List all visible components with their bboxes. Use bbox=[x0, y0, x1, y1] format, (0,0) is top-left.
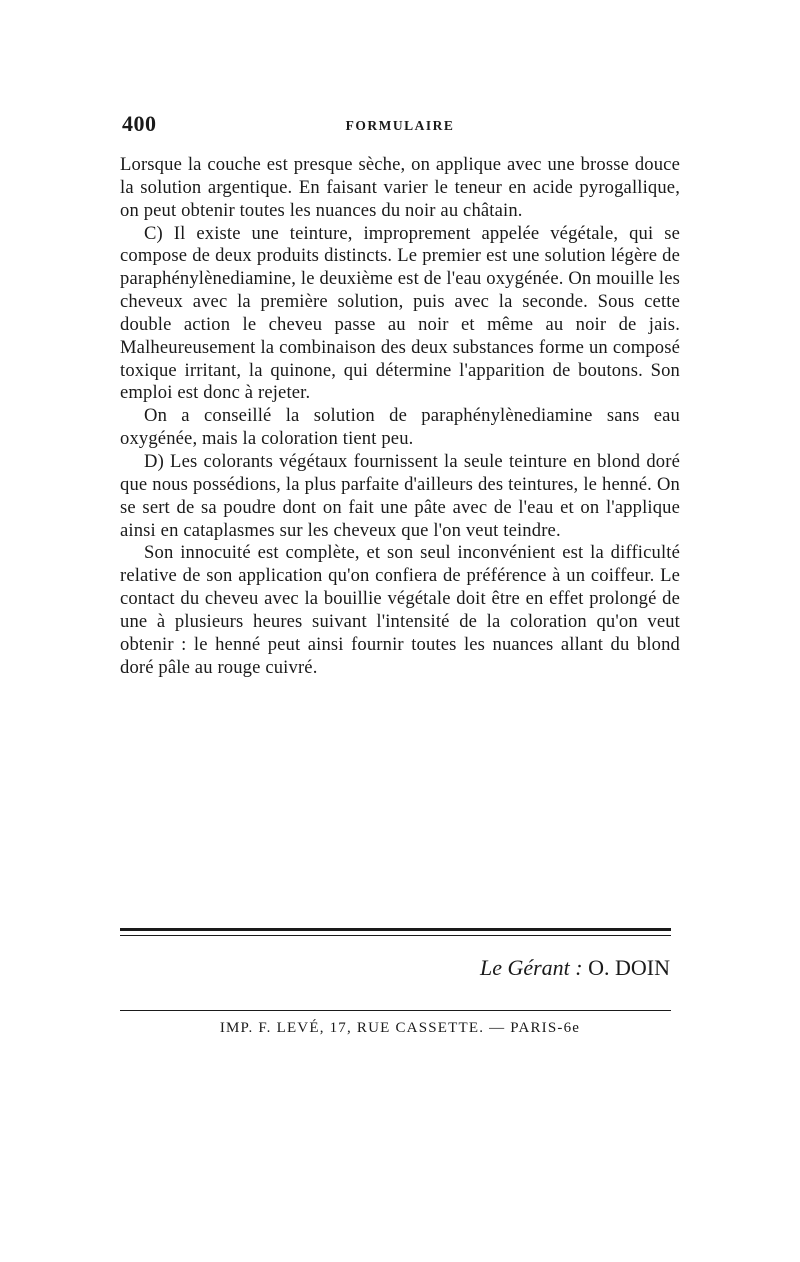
signature-name: O. DOIN bbox=[588, 955, 670, 980]
signature-label: Le Gérant : bbox=[479, 955, 583, 980]
page-number: 400 bbox=[122, 111, 157, 136]
paragraph-4: D) Les colorants végétaux fournissent la seule teinture en blond doré que nous possédions, la plus parfaite d'ailleurs des teintures, le henné. On se sert de sa poudre dont on fait une pâte avec de l'eau et on l'applique ainsi en cataplasmes sur les cheveux que l'on veut teindre. bbox=[120, 450, 680, 541]
footer-rule-thin bbox=[120, 935, 671, 936]
imprint: IMP. F. LEVÉ, 17, RUE CASSETTE. — PARIS-6e bbox=[219, 1020, 581, 1036]
signature bbox=[480, 955, 670, 981]
paragraph-3: On a conseillé la solution de paraphénylènediamine sans eau oxygénée, mais la coloration tient peu. bbox=[120, 405, 680, 450]
paragraph-5: Son innocuité est complète, et son seul inconvénient est la difficulté relative de son application qu'on confiera de préférence à un coiffeur. Le contact du cheveu avec la bouillie végétale doit être en effet prolongé de une à plusieurs heures suivant l'intensité de la coloration qu'on veut obtenir : le henné peut ainsi fournir toutes les nuances allant du blond doré pâle au rouge cuivré. bbox=[120, 542, 680, 678]
body-text bbox=[120, 154, 680, 679]
paragraph-2: C) Il existe une teinture, improprement appelée végétale, qui se compose de deux produits distincts. Le premier est une solution légère de paraphénylènediamine, le deuxième est de l'eau oxygénée. On mouille les cheveux avec la première solution, puis avec la seconde. Sous cette double action le cheveu passe au noir et même au noir de jais. Malheureusement la combinaison des deux substances forme un composé toxique irritant, la quinone, qui détermine l'apparition de boutons. Son emploi est donc à rejeter. bbox=[120, 222, 680, 404]
running-title: FORMULAIRE bbox=[345, 118, 455, 133]
paragraph-1: Lorsque la couche est presque sèche, on applique avec une brosse douce la solution argentique. En faisant varier le teneur en acide pyrogallique, on peut obtenir toutes les nuances du noir au châtain. bbox=[120, 154, 680, 221]
imprint-rule bbox=[120, 1010, 671, 1011]
footer-rule-thick bbox=[120, 928, 671, 931]
